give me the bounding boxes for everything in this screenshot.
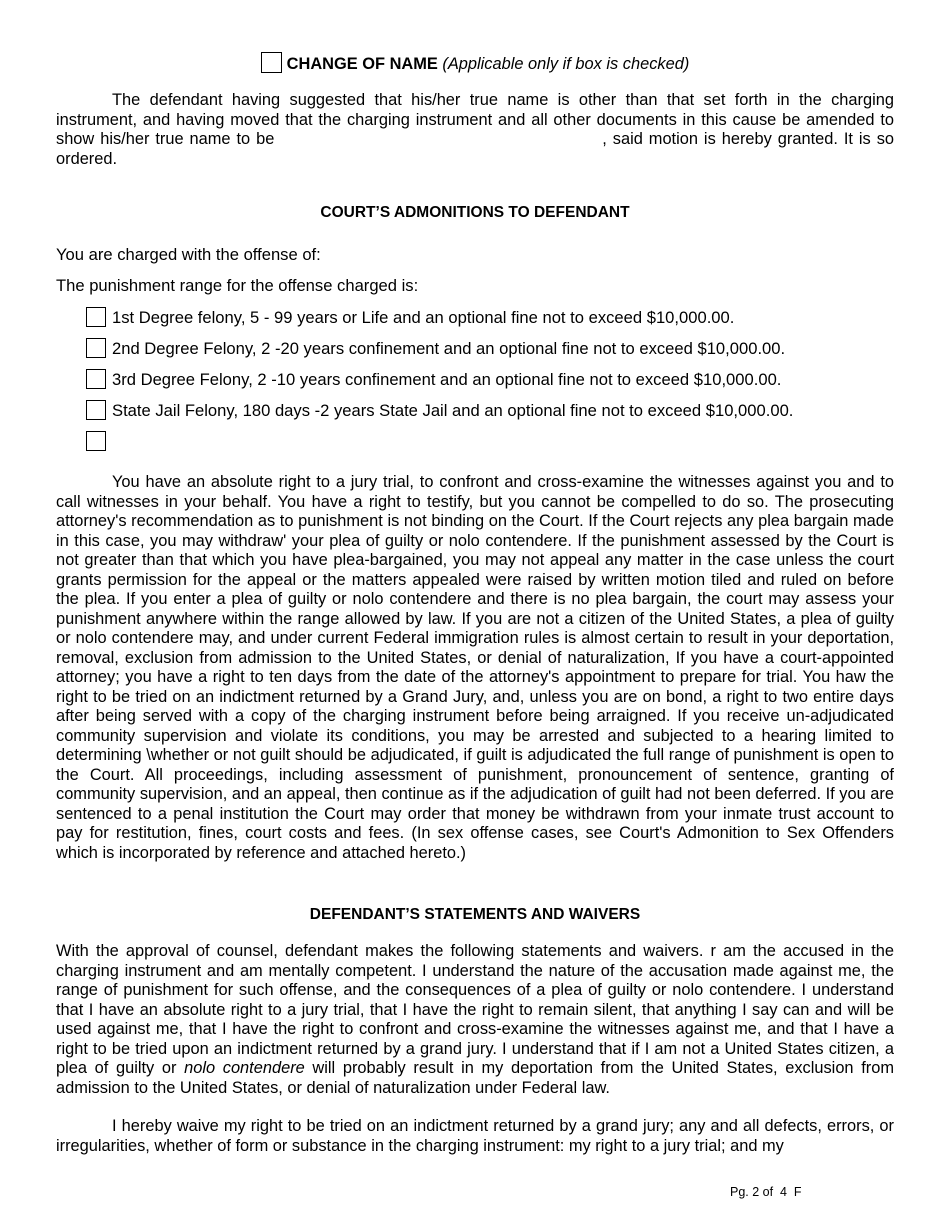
punishment-option-2nd-degree bbox=[86, 338, 906, 359]
option-checkbox[interactable] bbox=[86, 369, 106, 389]
change-of-name-note: (Applicable only if box is checked) bbox=[442, 55, 690, 73]
statements-title: DEFENDANT’S STATEMENTS AND WAIVERS bbox=[309, 906, 641, 923]
statements-paragraph bbox=[56, 942, 894, 1098]
admonitions-body: You have an absolute right to a jury trial, to confront and cross-examine the witnesses against you and to call witnesses in your behalf. You have a right to testify, but you cannot be compelled to do so. The prosecuting attorney's recommendation as to punishment is not binding on the Court. If the Court rejects any plea bargain made in this case, you may withdraw' your plea of guilty or nolo contendere. If the punishment assessed by the Court is not greater than that which you have plea-bargained, you may not appeal any matter in the case unless the court grants permission for the appeal or the matters appealed were raised by written motion tiled and ruled on before the plea. If you enter a plea of guilty or nolo contendere and there is no plea bargain, the court may assess your punishment anywhere within the range allowed by law. If you are not a citizen of the United States, a plea of guilty or nolo contendere may, and under current Federal immigration rules is almost certain to result in your deportation, removal, exclusion from admission to the United States, or denial of naturalization, If you have a court-appointed attorney; you have a right to ten days from the date of the attorney's appointment to prepare for trial. You haw the right to be tried on an indictment returned by a Grand Jury, and, unless you are on bond, a right to two entire days after being served with a copy of the charging instrument before being arraigned. If you receive un-adjudicated community supervision and violate its conditions, you may be arrested and subjected to a hearing limited to determining \whether or not guilt should be adjudicated, if guilt is adjudicated the full range of punishment is open to the Court. All proceedings, including assessment of punishment, pronouncement of sentence, granting of community supervision, and an appeal, then continue as if the adjudication of guilt had not been deferred. If you are sentenced to a penal institution the Court may order that money be withdrawn from your inmate trust account to pay for restitution, fines, court costs and fees. (In sex offense cases, see Court's Admonition to Sex Offenders which is incorporated by reference and attached hereto.) bbox=[56, 473, 894, 862]
change-of-name-paragraph bbox=[56, 91, 894, 169]
waiver-paragraph: I hereby waive my right to be tried on an indictment returned by a grand jury; any and all defects, errors, or irregularities, whether of form or substance in the charging instrument: my right to a jury trial; and my bbox=[56, 1117, 894, 1155]
option-checkbox[interactable] bbox=[86, 431, 106, 451]
punishment-option-1st-degree bbox=[86, 307, 906, 328]
statements-italic-term: nolo contendere bbox=[184, 1059, 305, 1077]
option-checkbox[interactable] bbox=[86, 307, 106, 327]
option-label: 3rd Degree Felony, 2 -10 years confinement and an optional fine not to exceed $10,000.00. bbox=[112, 370, 782, 389]
punishment-intro: The punishment range for the offense charged is: bbox=[56, 276, 419, 295]
change-of-name-heading bbox=[56, 52, 894, 75]
change-of-name-text-after: , said motion is hereby granted. It is so ordered. bbox=[56, 130, 894, 168]
punishment-option-other bbox=[86, 431, 906, 452]
statements-text-before: With the approval of counsel, defendant makes the following statements and waivers. r am the accused in the charging instrument and am mentally competent. I understand the nature of the accusation made against me, the range of punishment for such offense, and the consequences of a plea of guilty or nolo contendere. I understand that I have an absolute right to a jury trial, that I have the right to remain silent, that anything I say can and will be used against me, that I have the right to confront and cross-examine the witnesses against me, and that I have a right to be tried upon an indictment returned by a grand jury. I understand that if I am not a United States citizen, a plea of guilty or bbox=[56, 942, 894, 1077]
page-number: Pg. 2 of 4 F bbox=[730, 1185, 802, 1199]
change-of-name-checkbox[interactable] bbox=[261, 52, 282, 73]
option-label: State Jail Felony, 180 days -2 years State Jail and an optional fine not to exceed $10,000.00. bbox=[112, 401, 794, 420]
option-checkbox[interactable] bbox=[86, 400, 106, 420]
option-label: 2nd Degree Felony, 2 -20 years confinement and an optional fine not to exceed $10,000.00. bbox=[112, 339, 786, 358]
statements-text-after: will probably result in my deportation from the United States, exclusion from admission to the United States, or denial of naturalization under Federal law. bbox=[56, 1059, 894, 1097]
option-label: 1st Degree felony, 5 - 99 years or Life and an optional fine not to exceed $10,000.00. bbox=[112, 308, 735, 327]
admonitions-title: COURT’S ADMONITIONS TO DEFENDANT bbox=[320, 204, 630, 221]
change-of-name-text-before: The defendant having suggested that his/her true name is other than that set forth in the charging instrument, and having moved that the charging instrument and all other documents in this cause be amended to show his/her true name to be bbox=[56, 91, 894, 148]
charged-with-label: You are charged with the offense of: bbox=[56, 245, 321, 264]
option-checkbox[interactable] bbox=[86, 338, 106, 358]
punishment-option-3rd-degree bbox=[86, 369, 906, 390]
punishment-option-state-jail bbox=[86, 400, 906, 421]
change-of-name-title: CHANGE OF NAME bbox=[286, 55, 438, 73]
